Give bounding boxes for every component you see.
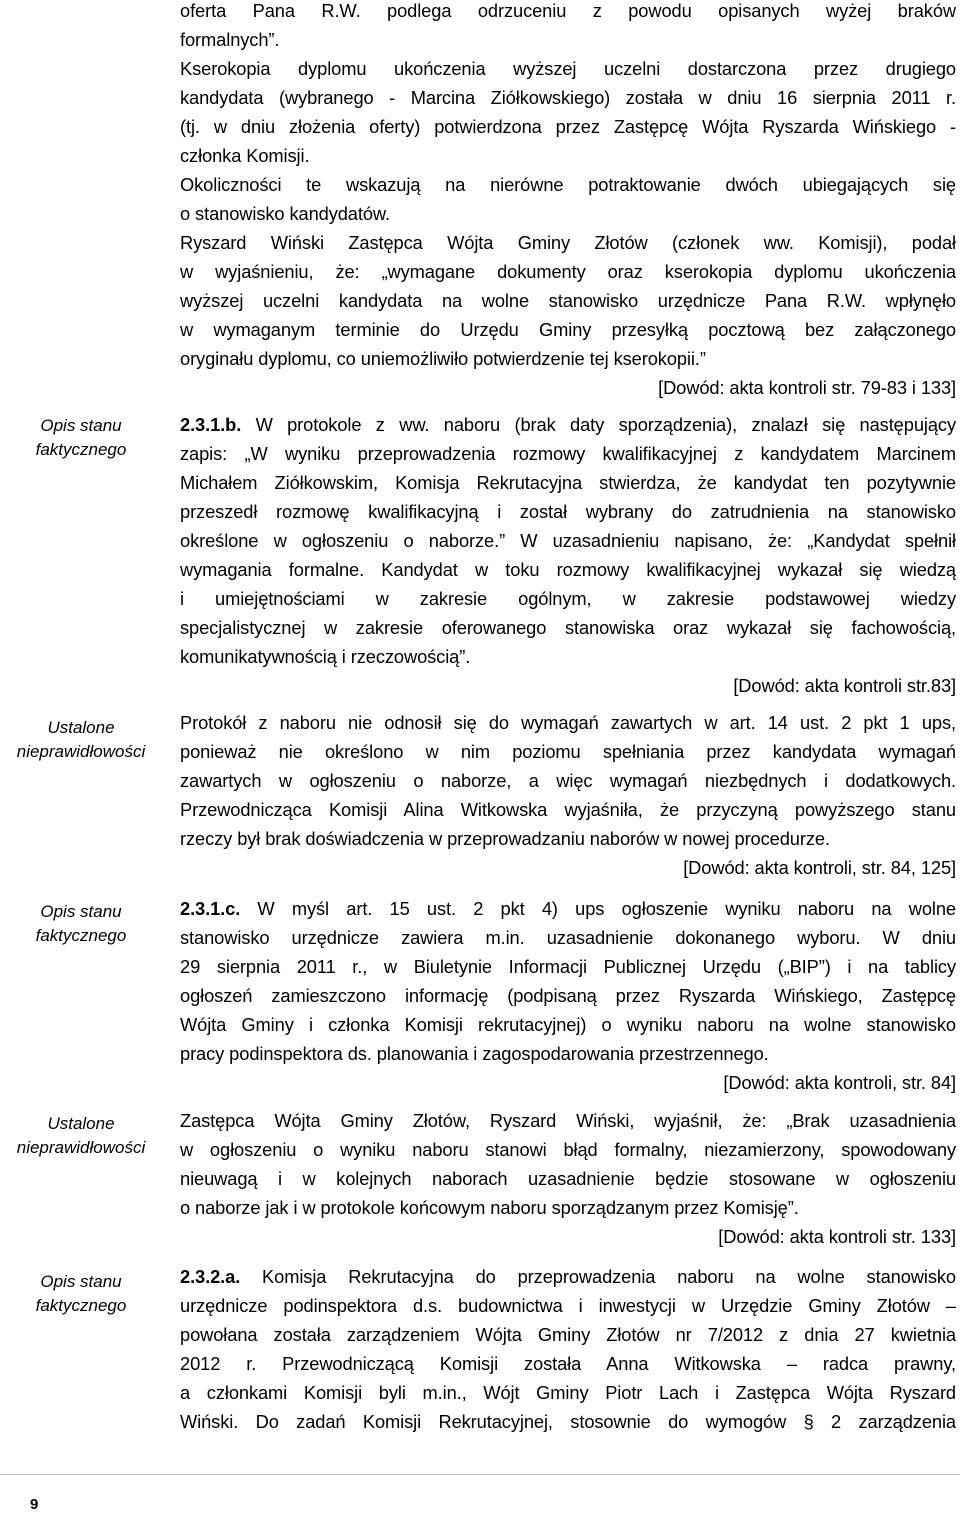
text-line: formalnych”. bbox=[180, 29, 280, 50]
footer-divider bbox=[0, 1474, 960, 1475]
text-line: 2.3.2.a. Komisja Rekrutacyjna do przeprowadzenia naboru na wolne stanowisko bbox=[180, 1266, 956, 1287]
text-line: określone w ogłoszeniu o naborze.” W uzasadnieniu napisano, że: „Kandydat spełnił bbox=[180, 530, 956, 551]
text-line: Protokół z naboru nie odnosił się do wymagań zawartych w art. 14 ust. 2 pkt 1 ups, bbox=[180, 712, 956, 733]
margin-note-ustalone-2: Ustalone nieprawidłowości bbox=[16, 1114, 146, 1157]
margin-note-opis-3: Opis stanu faktycznego bbox=[35, 1272, 127, 1315]
page-number: 9 bbox=[30, 1496, 39, 1513]
text-line: ponieważ nie określono w nim poziomu spełniania przez kandydata wymagań bbox=[180, 741, 956, 762]
text-line: 29 sierpnia 2011 r., w Biuletynie Informacji Publicznej Urzędu („BIP”) i na tablicy bbox=[180, 956, 956, 977]
text-line: Kserokopia dyplomu ukończenia wyższej uczelni dostarczona przez drugiego bbox=[180, 58, 956, 79]
text-line: Przewodnicząca Komisji Alina Witkowska wyjaśniła, że przyczyną powyższego stanu bbox=[180, 799, 956, 820]
text-line: Wiński. Do zadań Komisji Rekrutacyjnej, stosownie do wymogów § 2 zarządzenia bbox=[180, 1411, 956, 1432]
paragraph-block-6 bbox=[180, 1262, 956, 1436]
text-line: Zastępca Wójta Gminy Złotów, Ryszard Wiński, wyjaśnił, że: „Brak uzasadnienia bbox=[180, 1110, 956, 1131]
paragraph-block-5 bbox=[180, 1106, 956, 1251]
text-line: zawartych w ogłoszeniu o naborze, a więc wymagań niezbędnych i dodatkowych. bbox=[180, 770, 956, 791]
margin-note-ustalone-1: Ustalone nieprawidłowości bbox=[16, 718, 146, 761]
text-line: Michałem Ziółkowskim, Komisja Rekrutacyjna stwierdza, że kandydat ten pozytywnie bbox=[180, 472, 956, 493]
text-line: powołana została zarządzeniem Wójta Gminy Złotów nr 7/2012 z dnia 27 kwietnia bbox=[180, 1324, 956, 1345]
text-line: ogłoszeń zamieszczono informację (podpisaną przez Ryszarda Wińskiego, Zastępcę bbox=[180, 985, 956, 1006]
text-line: stanowisko urzędnicze zawiera m.in. uzasadnienie dokonanego wyboru. W dniu bbox=[180, 927, 956, 948]
text-line: urzędnicze podinspektora d.s. budownictwa i inwestycji w Urzędzie Gminy Złotów – bbox=[180, 1295, 956, 1316]
text-line: i umiejętnościami w zakresie ogólnym, w zakresie podstawowej wiedzy bbox=[180, 588, 956, 609]
section-number: 2.3.1.b. bbox=[180, 414, 242, 435]
text-line: 2.3.1.b. W protokole z ww. naboru (brak daty sporządzenia), znalazł się następujący bbox=[180, 414, 956, 435]
evidence-reference: [Dowód: akta kontroli str.83] bbox=[733, 675, 956, 696]
section-number: 2.3.1.c. bbox=[180, 898, 241, 919]
paragraph-block-3 bbox=[180, 708, 956, 882]
text-line: 2.3.1.c. W myśl art. 15 ust. 2 pkt 4) ups ogłoszenie wyniku naboru na wolne bbox=[180, 898, 956, 919]
margin-note-opis-2: Opis stanu faktycznego bbox=[35, 902, 127, 945]
text-line: a członkami Komisji byli m.in., Wójt Gminy Piotr Lach i Zastępca Wójta Ryszard bbox=[180, 1382, 956, 1403]
text-line: członka Komisji. bbox=[180, 145, 310, 166]
evidence-reference: [Dowód: akta kontroli, str. 84] bbox=[723, 1072, 956, 1093]
paragraph-block-1 bbox=[180, 0, 956, 402]
text-line: zapis: „W wyniku przeprowadzenia rozmowy kwalifikacyjnej z kandydatem Marcinem bbox=[180, 443, 956, 464]
text-line: wyższej uczelni kandydata na wolne stanowisko urzędnicze Pana R.W. wpłynęło bbox=[180, 290, 956, 311]
text-line: w wymaganym terminie do Urzędu Gminy przesyłką pocztową bez załączonego bbox=[180, 319, 956, 340]
text-line: pracy podinspektora ds. planowania i zagospodarowania przestrzennego. bbox=[180, 1043, 769, 1064]
text-line: 2012 r. Przewodniczącą Komisji została Anna Witkowska – radca prawny, bbox=[180, 1353, 956, 1374]
text-line: rzeczy był brak doświadczenia w przeprowadzaniu naborów w nowej procedurze. bbox=[180, 828, 830, 849]
text-line: o naborze jak i w protokole końcowym naboru sporządzanym przez Komisję”. bbox=[180, 1197, 799, 1218]
text-line: kandydata (wybranego - Marcina Ziółkowskiego) została w dniu 16 sierpnia 2011 r. bbox=[180, 87, 956, 108]
text-line: wymagania formalne. Kandydat w toku rozmowy kwalifikacyjnej wykazał się wiedzą bbox=[180, 559, 956, 580]
text-line: oryginału dyplomu, co uniemożliwiło potwierdzenie tej kserokopii.” bbox=[180, 348, 706, 369]
text-line: (tj. w dniu złożenia oferty) potwierdzona przez Zastępcę Wójta Ryszarda Wińskiego - bbox=[180, 116, 956, 137]
evidence-reference: [Dowód: akta kontroli, str. 84, 125] bbox=[683, 857, 956, 878]
text-line: Wójta Gminy i członka Komisji rekrutacyjnej) o wyniku naboru na wolne stanowisko bbox=[180, 1014, 956, 1035]
text-line: Okoliczności te wskazują na nierówne potraktowanie dwóch ubiegających się bbox=[180, 174, 956, 195]
text-line: oferta Pana R.W. podlega odrzuceniu z powodu opisanych wyżej braków bbox=[180, 0, 956, 21]
text-line: Ryszard Wiński Zastępca Wójta Gminy Złotów (członek ww. Komisji), podał bbox=[180, 232, 956, 253]
paragraph-block-4 bbox=[180, 894, 956, 1097]
section-number: 2.3.2.a. bbox=[180, 1266, 241, 1287]
text-line: w wyjaśnieniu, że: „wymagane dokumenty oraz kserokopia dyplomu ukończenia bbox=[180, 261, 956, 282]
evidence-reference: [Dowód: akta kontroli str. 79-83 i 133] bbox=[658, 377, 956, 398]
text-line: w ogłoszeniu o wyniku naboru stanowi błąd formalny, niezamierzony, spowodowany bbox=[180, 1139, 956, 1160]
text-line: przeszedł rozmowę kwalifikacyjną i został wybrany do zatrudnienia na stanowisko bbox=[180, 501, 956, 522]
evidence-reference: [Dowód: akta kontroli str. 133] bbox=[718, 1226, 956, 1247]
margin-note-opis-1: Opis stanu faktycznego bbox=[35, 416, 127, 459]
text-line: nieuwagą i w kolejnych naborach uzasadnienie będzie stosowane w ogłoszeniu bbox=[180, 1168, 956, 1189]
paragraph-block-2 bbox=[180, 410, 956, 700]
text-line: o stanowisko kandydatów. bbox=[180, 203, 390, 224]
text-line: komunikatywnością i rzeczowością”. bbox=[180, 646, 471, 667]
text-line: specjalistycznej w zakresie oferowanego stanowiska oraz wykazał się fachowością, bbox=[180, 617, 956, 638]
